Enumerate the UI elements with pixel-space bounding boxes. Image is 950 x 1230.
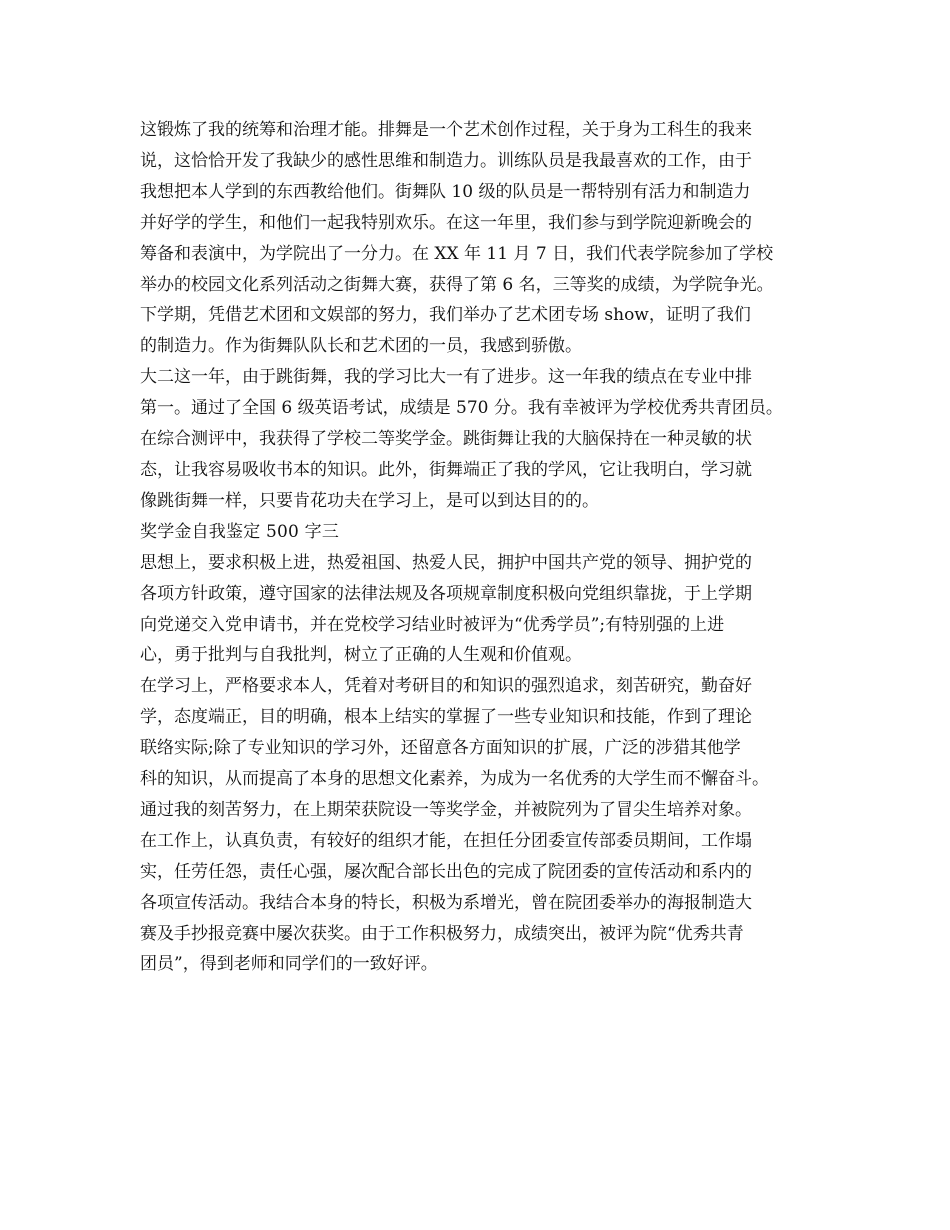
paragraph-line: 科的知识，从而提高了本身的思想文化素养，为成为一名优秀的大学生而不懈奋斗。: [140, 769, 769, 790]
paragraph-line: 实，任劳任怨，责任心强，屡次配合部长出色的完成了院团委的宣传活动和系内的: [140, 861, 752, 882]
paragraph-line: 说，这恰恰开发了我缺少的感性思维和制造力。训练队员是我最喜欢的工作，由于: [140, 150, 752, 171]
section-title-text: 奖学金自我鉴定 500 字三: [140, 521, 340, 542]
paragraph-line: 筹备和表演中，为学院出了一分力。在 XX 年 11 月 7 日，我们代表学院参加了学校: [140, 243, 774, 264]
paragraph: [140, 548, 830, 672]
paragraph: [140, 115, 830, 362]
paragraph-line: 赛及手抄报竞赛中屡次获奖。由于工作积极努力，成绩突出，被评为院“优秀共青: [140, 923, 744, 944]
paragraph-line: 这锻炼了我的统筹和治理才能。排舞是一个艺术创作过程，关于身为工科生的我来: [140, 120, 752, 140]
paragraph: [140, 826, 830, 981]
paragraph-line: 各项宣传活动。我结合本身的特长，积极为系增光，曾在院团委举办的海报制造大: [140, 892, 752, 913]
paragraph-line: 联络实际;除了专业知识的学习外，还留意各方面知识的扩展，广泛的涉猎其他学: [140, 738, 741, 759]
section-title: [140, 517, 830, 548]
paragraph-line: 思想上，要求积极上进，热爱祖国、热爱人民，拥护中国共产党的领导、拥护党的: [140, 552, 752, 573]
paragraph-line: 团员”，得到老师和同学们的一致好评。: [140, 954, 438, 975]
paragraph-line: 在工作上，认真负责，有较好的组织才能，在担任分团委宣传部委员期间，工作塌: [140, 830, 752, 851]
paragraph-line: 大二这一年，由于跳街舞，我的学习比大一有了进步。这一年我的绩点在专业中排: [140, 367, 752, 388]
document-body: [140, 115, 830, 980]
paragraph-line: 学，态度端正，目的明确，根本上结实的掌握了一些专业知识和技能，作到了理论: [140, 707, 752, 728]
paragraph-line: 在综合测评中，我获得了学校二等奖学金。跳街舞让我的大脑保持在一种灵敏的状: [140, 429, 752, 450]
paragraph-line: 通过我的刻苦努力，在上期荣获院设一等奖学金，并被院列为了冒尖生培养对象。: [140, 799, 752, 820]
paragraph-line: 举办的校园文化系列活动之街舞大赛，获得了第 6 名，三等奖的成绩，为学院争光。: [140, 274, 774, 295]
paragraph-line: 我想把本人学到的东西教给他们。街舞队 10 级的队员是一帮特别有活力和制造力: [140, 181, 751, 202]
paragraph-line: 态，让我容易吸收书本的知识。此外，街舞端正了我的学风，它让我明白，学习就: [140, 459, 752, 480]
paragraph-line: 第一。通过了全国 6 级英语考试，成绩是 570 分。我有幸被评为学校优秀共青团员。: [140, 398, 783, 419]
paragraph: [140, 671, 830, 826]
paragraph-line: 心，勇于批判与自我批判，树立了正确的人生观和价值观。: [140, 645, 582, 666]
paragraph-line: 下学期，凭借艺术团和文娱部的努力，我们举办了艺术团专场 show，证明了我们: [140, 305, 751, 326]
paragraph-line: 像跳街舞一样，只要肯花功夫在学习上，是可以到达目的的。: [140, 490, 599, 511]
paragraph-line: 在学习上，严格要求本人，凭着对考研目的和知识的强烈追求，刻苦研究，勤奋好: [140, 676, 752, 697]
paragraph-line: 各项方针政策，遵守国家的法律法规及各项规章制度积极向党组织靠拢，于上学期: [140, 583, 752, 604]
paragraph-line: 向党递交入党申请书，并在党校学习结业时被评为“优秀学员”;有特别强的上进: [140, 614, 725, 635]
paragraph: [140, 362, 830, 517]
paragraph-line: 并好学的学生，和他们一起我特别欢乐。在这一年里，我们参与到学院迎新晚会的: [140, 212, 752, 233]
paragraph-line: 的制造力。作为街舞队队长和艺术团的一员，我感到骄傲。: [140, 336, 582, 357]
